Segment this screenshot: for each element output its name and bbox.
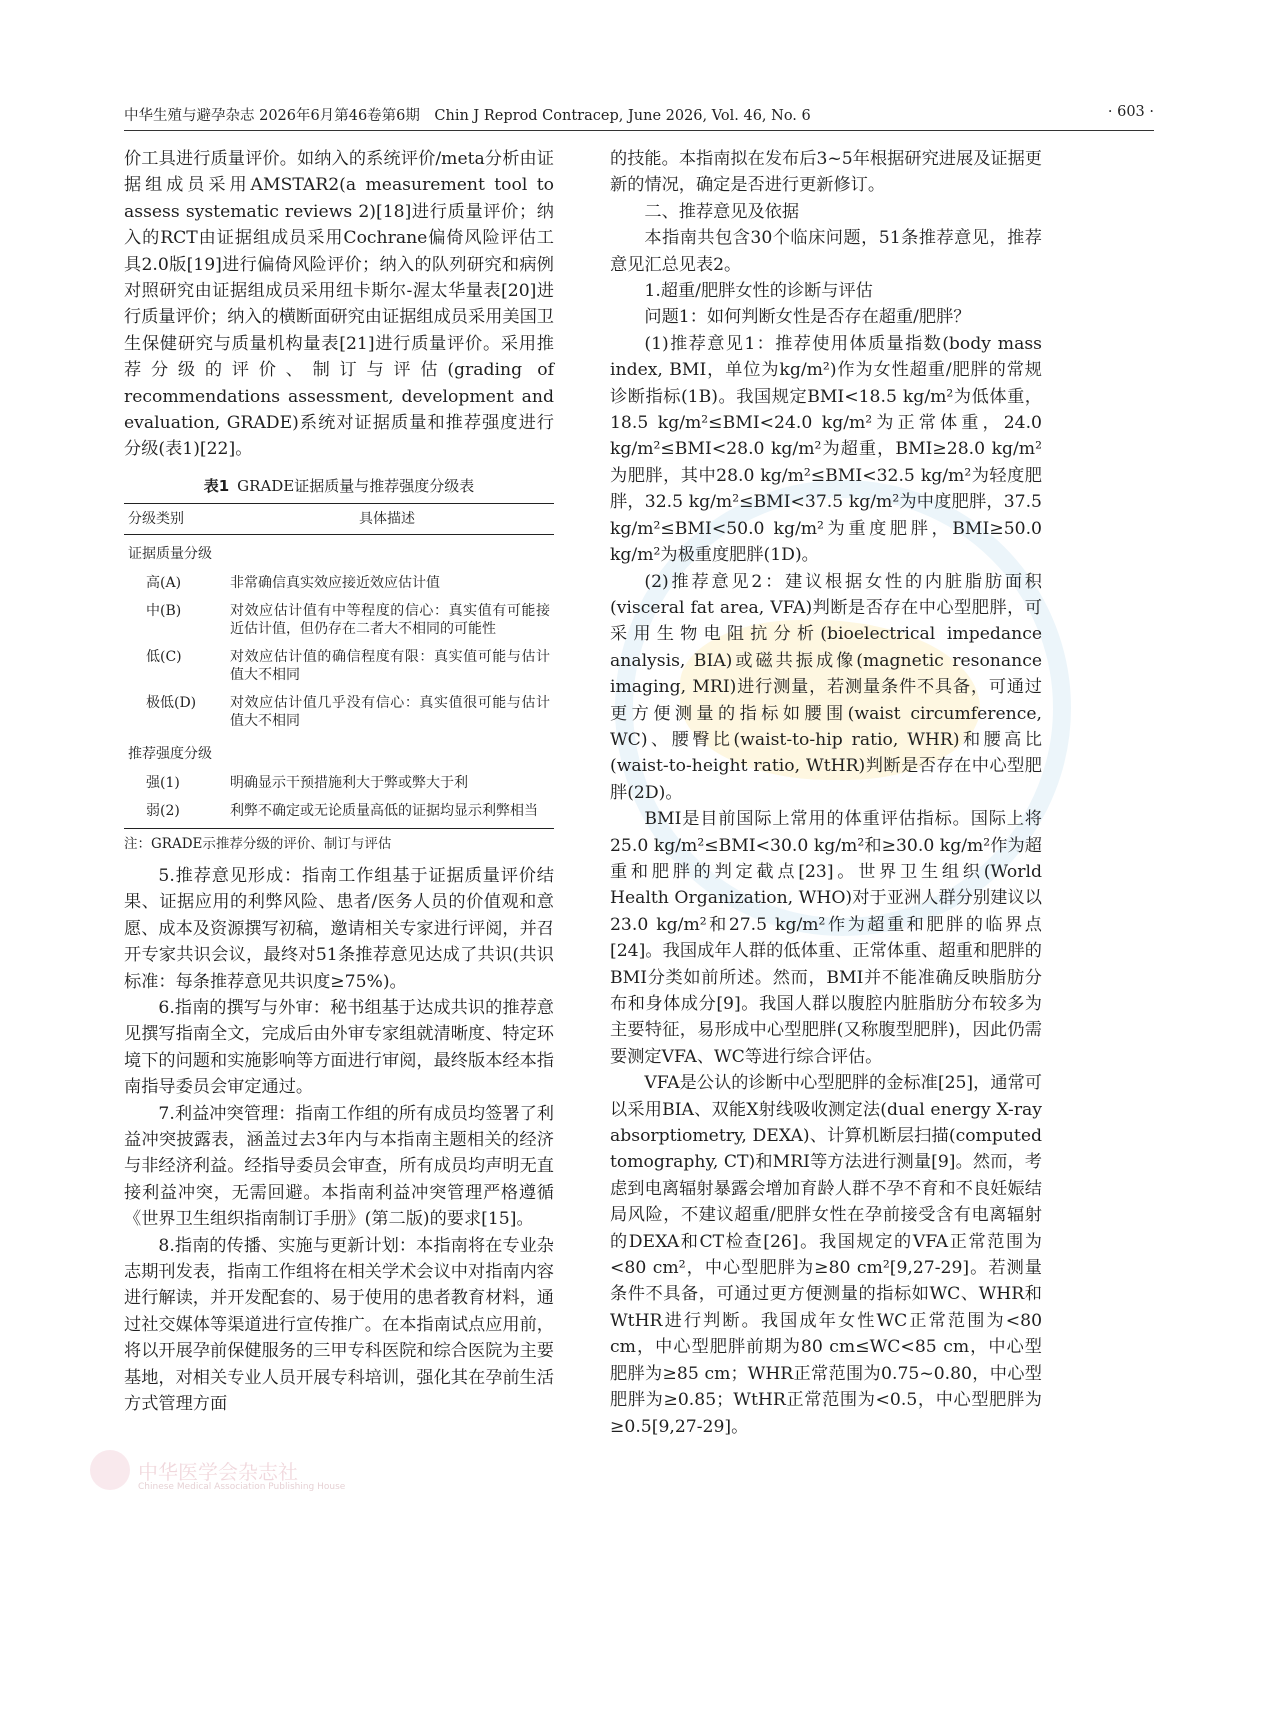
subsection-heading-diagnosis: 1.超重/肥胖女性的诊断与评估: [644, 281, 873, 302]
table-title: GRADE证据质量与推荐强度分级表: [237, 476, 475, 495]
paragraph-recommendation-formation: 5.推荐意见形成：指南工作组基于证据质量评价结果、证据应用的利弊风险、患者/医务人员的价值观和意愿、成本及资源撰写初稿，邀请相关专家进行评阅，并召开专家共识会议，最终对51条推荐意见达成了共识(共识标准：每条推荐意见共识度≥75%)。: [124, 865, 554, 992]
table-row: 中(B) 对效应估计值有中等程度的信心：真实值有可能接近估计值，但仍存在二者大不相同的可能性: [146, 602, 550, 637]
left-column: [124, 146, 554, 1417]
paragraph-writing-review: 6.指南的撰写与外审：秘书组基于达成共识的推荐意见撰写指南全文，完成后由外审专家组就清晰度、特定环境下的问题和实施影响等方面进行审阅，最终版本经本指南指导委员会审定通过。: [124, 997, 554, 1098]
col-header-category: 分级类别: [124, 503, 220, 534]
table-number: 表1: [203, 476, 230, 495]
paragraph-quality-tools: 价工具进行质量评价。如纳入的系统评价/meta分析由证据组成员采用AMSTAR2(a measurement tool to assess systematic reviews 2)[18]进行质量评价；纳入的RCT由证据组成员采用Cochrane偏倚风险评估工具2.0版[19]进行偏倚风险评价；纳入的队列研究和病例对照研究由证据组成员采用纽卡斯尔-渥太华量表[20]进行质量评价；纳入的横断面研究由证据组成员采用美国卫生保健研究与质量机构量表[21]进行质量评价。采用推荐分级的评价、制订与评估(grading of recommendations assessment, development and evaluation, GRADE)系统对证据质量和推荐强度进行分级(表1)[22]。: [124, 149, 554, 460]
paragraph-conflict-of-interest: 7.利益冲突管理：指南工作组的所有成员均签署了利益冲突披露表，涵盖过去3年内与本指南主题相关的经济与非经济利益。经指导委员会审查，所有成员均声明无直接利益冲突，无需回避。本指南利益冲突管理严格遵循《世界卫生组织指南制订手册》(第二版)的要求[15]。: [124, 1103, 554, 1230]
page-number: · 603 ·: [1107, 104, 1154, 120]
publisher-watermark: [90, 1448, 510, 1498]
publisher-name: 中华医学会杂志社: [138, 1460, 298, 1484]
table-note: 注：GRADE示推荐分级的评价、制订与评估: [124, 835, 392, 852]
table-row: 极低(D) 对效应估计值几乎没有信心：真实值很可能与估计值大不相同: [146, 694, 550, 729]
table-row: 强(1) 明确显示干预措施利大于弊或弊大于利: [146, 774, 468, 791]
table-row: 低(C) 对效应估计值的确信程度有限：真实值可能与估计值大不相同: [146, 648, 550, 683]
group-evidence-quality: 证据质量分级: [128, 545, 212, 562]
section-heading-recommendations: 二、推荐意见及依据: [644, 201, 800, 222]
col-header-description: 具体描述: [220, 503, 554, 534]
table-grade: [124, 477, 554, 853]
publisher-seal-icon: [90, 1450, 130, 1490]
paragraph-skills-update: 的技能。本指南拟在发布后3~5年根据研究进展及证据更新的情况，确定是否进行更新修订。: [610, 149, 1042, 196]
grade-table: [124, 503, 554, 829]
paragraph-bmi: BMI是目前国际上常用的体重评估指标。国际上将25.0 kg/m²≤BMI<30.0 kg/m²和≥30.0 kg/m²作为超重和肥胖的判定截点[23]。世界卫生组织(World Health Organization, WHO)对于亚洲人群分别建议以23.0 kg/m²和27.5 kg/m²作为超重和肥胖的临界点[24]。我国成年人群的低体重、正常体重、超重和肥胖的BMI分类如前所述。然而，BMI并不能准确反映脂肪分布和身体成分[9]。我国人群以腹腔内脏脂肪分布较多为主要特征，易形成中心型肥胖(又称腹型肥胖)，因此仍需要测定VFA、WC等进行综合评估。: [610, 809, 1042, 1067]
paragraph-dissemination: 8.指南的传播、实施与更新计划：本指南将在专业杂志期刊发表，指南工作组将在相关学术会议中对指南内容进行解读，并开发配套的、易于使用的患者教育材料，通过社交媒体等渠道进行宣传推广。在本指南试点应用前，将以开展孕前保健服务的三甲专科医院和综合医院为主要基地，对相关专业人员开展专科培训，强化其在孕前生活方式管理方面: [124, 1235, 554, 1414]
running-header: [124, 96, 1154, 131]
recommendation-1: (1)推荐意见1：推荐使用体质量指数(body mass index, BMI，单位为kg/m²)作为女性超重/肥胖的常规诊断指标(1B)。我国规定BMI<18.5 kg/m²为低体重，18.5 kg/m²≤BMI<24.0 kg/m²为正常体重，24.0 kg/m²≤BMI<28.0 kg/m²为超重，BMI≥28.0 kg/m²为肥胖，其中28.0 kg/m²≤BMI<32.5 kg/m²为轻度肥胖，32.5 kg/m²≤BMI<37.5 kg/m²为中度肥胖，37.5 kg/m²≤BMI<50.0 kg/m²为重度肥胖，BMI≥50.0 kg/m²为极重度肥胖(1D)。: [610, 333, 1042, 566]
journal-line: 中华生殖与避孕杂志 2026年6月第46卷第6期 Chin J Reprod Contracep, June 2026, Vol. 46, No. 6: [124, 108, 811, 124]
paragraph-vfa: VFA是公认的诊断中心型肥胖的金标准[25]，通常可以采用BIA、双能X射线吸收测定法(dual energy X-ray absorptiometry, DEXA)、计算机断层扫描(computed tomography, CT)和MRI等方法进行测量[9]。然而，考虑到电离辐射暴露会增加育龄人群不孕不育和不良妊娠结局风险，不建议超重/肥胖女性在孕前接受含有电离辐射的DEXA和CT检查[26]。我国规定的VFA正常范围为<80 cm²，中心型肥胖为≥80 cm²[9,27-29]。若测量条件不具备，可通过更方便测量的指标如WC、WHR和WtHR进行判断。我国成年女性WC正常范围为<80 cm，中心型肥胖前期为80 cm≤WC<85 cm，中心型肥胖为≥85 cm；WHR正常范围为0.75~0.80，中心型肥胖为≥0.85；WtHR正常范围为<0.5，中心型肥胖为≥0.5[9,27-29]。: [610, 1073, 1042, 1437]
recommendation-2: (2)推荐意见2：建议根据女性的内脏脂肪面积(visceral fat area, VFA)判断是否存在中心型肥胖，可采用生物电阻抗分析(bioelectrical impedance analysis, BIA)或磁共振成像(magnetic resonance imaging, MRI)进行测量，若测量条件不具备，可通过更方便测量的指标如腰围(waist circumference, WC)、腰臀比(waist-to-hip ratio, WHR)和腰高比(waist-to-height ratio, WtHR)判断是否存在中心型肥胖(2D)。: [610, 571, 1042, 803]
group-recommendation-strength: 推荐强度分级: [128, 745, 212, 762]
table-caption: [124, 477, 554, 495]
table-row: 高(A) 非常确信真实效应接近效应估计值: [146, 574, 440, 591]
question-1: 问题1：如何判断女性是否存在超重/肥胖？: [644, 307, 971, 328]
table-row: 弱(2) 利弊不确定或无论质量高低的证据均显示利弊相当: [124, 797, 554, 829]
publisher-name-en: Chinese Medical Association Publishing House: [138, 1482, 346, 1492]
right-column: [610, 146, 1042, 1440]
paragraph-summary: 本指南共包含30个临床问题，51条推荐意见，推荐意见汇总见表2。: [610, 228, 1042, 275]
